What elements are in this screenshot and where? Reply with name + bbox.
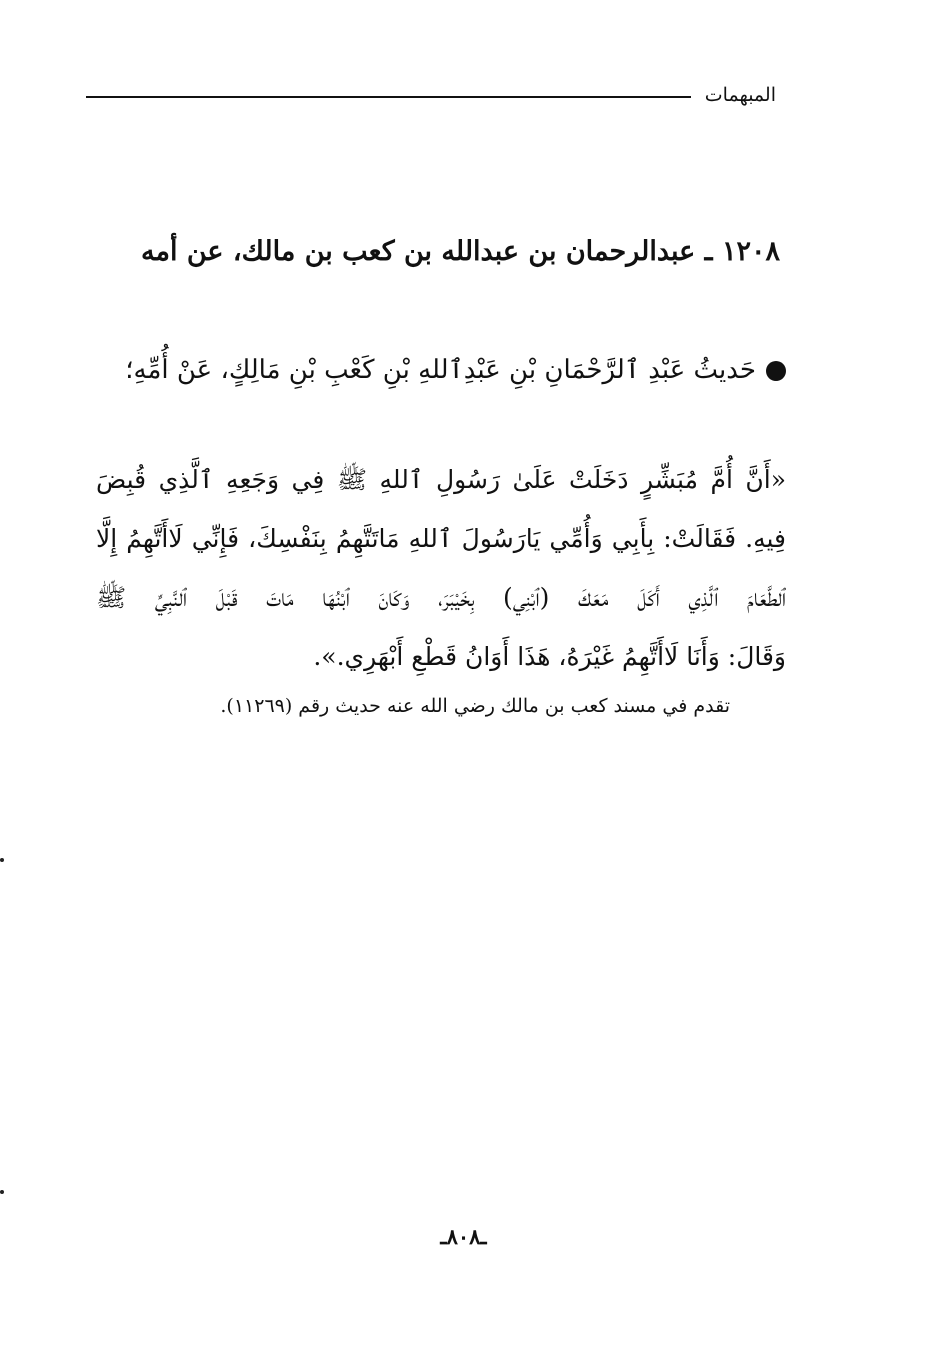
cross-reference-note: تقدم في مسند كعب بن مالك رضي الله عنه حديث رقم (١١٢٦٩). [220,695,730,717]
header-rule [86,96,691,98]
hadith-line: وَقَالَ: وَأَنَا لَاأَتَّهِمُ غَيْرَهُ، هَذَا أَوَانُ قَطْعِ أَبْهَرِي.». [313,642,786,671]
scan-mark [0,858,4,862]
hadith-line: «أَنَّ أُمَّ مُبَشِّرٍ دَخَلَتْ عَلَىٰ رَسُولِ ٱللهِ ﷺ فِي وَجَعِهِ ٱلَّذِي قُبِضَ [96,465,786,494]
scan-mark [0,1190,4,1194]
hadith-line: فِيهِ. فَقَالَتْ: بِأَبِي وَأُمِّي يَارَسُولَ ٱللهِ مَاتَتَّهِمُ بِنَفْسِكَ، فَإِنِّي لَاأَتَّهِمُ إِلَّا [96,524,786,553]
hadith-intro-paragraph [96,345,786,396]
running-header [86,80,776,110]
bullet-icon [766,361,786,381]
hadith-text [96,450,786,686]
running-title: المبهمات [704,84,776,106]
page-number: ـ٨٠٨ـ [440,1224,487,1249]
hadith-intro-text: حَديثُ عَبْدِ ٱلرَّحْمَانِ بْنِ عَبْدِٱللهِ بْنِ كَعْبِ بْنِ مَالِكٍ، عَنْ أُمِّهِ؛ [125,355,756,385]
entry-heading: ١٢٠٨ ـ عبدالرحمان بن عبدالله بن كعب بن مالك، عن أمه [141,236,780,267]
hadith-line: ٱلطَّعَامَ ٱلَّذِي أَكَلَ مَعَكَ (ٱبْنِي) بِخَيْبَرَ، وَكَانَ ٱبْنُهَا مَاتَ قَبْلَ ٱلنَّبِيِّ ﷺ [96,583,786,612]
